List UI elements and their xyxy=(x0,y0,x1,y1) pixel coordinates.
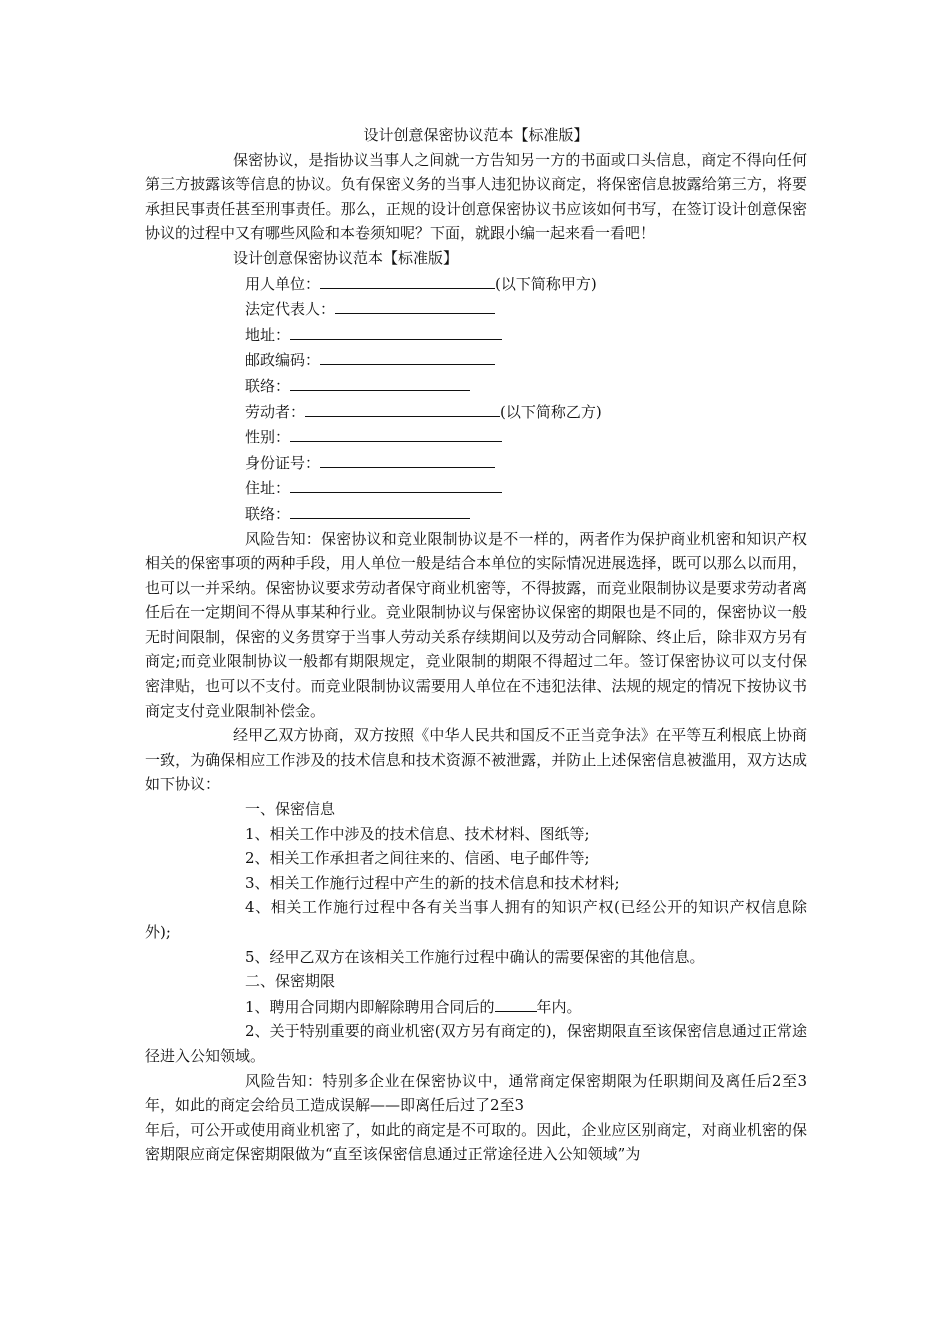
agreement-intro: 经甲乙双方协商，双方按照《中华人民共和国反不正当竞争法》在平等互利根底上协商一致，为确保相应工作涉及的技术信息和技术资源不被泄露，并防止上述保密信息被滥用，双方达成如下协议： xyxy=(145,726,807,794)
id-number-line xyxy=(145,450,807,476)
gender-line xyxy=(145,424,807,450)
gender-label: 性别： xyxy=(245,428,291,447)
contact-b-line xyxy=(145,501,807,527)
section2-item-1 xyxy=(145,994,807,1020)
section1-item: 5、经甲乙双方在该相关工作施行过程中确认的需要保密的其他信息。 xyxy=(245,947,705,966)
legal-rep-label: 法定代表人： xyxy=(245,300,336,319)
gender-blank[interactable] xyxy=(290,424,502,442)
section2-heading: 二、保密期限 xyxy=(245,972,336,991)
document-page xyxy=(145,123,807,1167)
legal-rep-line xyxy=(145,296,807,322)
years-blank[interactable] xyxy=(495,994,537,1012)
postcode-label: 邮政编码： xyxy=(245,351,321,370)
risk-notice-2-line2: 年后，可公开或使用商业机密了，如此的商定是不可取的。因此，企业应区别商定，对商业机密的保密期限应商定保密期限做为“直至该保密信息通过正常途径进入公知领域”为 xyxy=(145,1120,807,1164)
risk-notice-1: 风险告知：保密协议和竞业限制协议是不一样的，两者作为保护商业机密和知识产权相关的保密事项的两种手段，用人单位一般是结合本单位的实际情况进展选择，既可以那么以而用，也可以一并采纳。保密协议要求劳动者保守商业机密等，不得披露，而竞业限制协议是要求劳动者离任后在一定期间不得从事某种行业。竞业限制协议与保密协议保密的期限也是不同的，保密协议一般无时间限制，保密的义务贯穿于当事人劳动关系存续期间以及劳动合同解除、终止后，除非双方另有商定;而竞业限制协议一般都有期限规定，竞业限制的期限不得超过二年。签订保密协议可以支付保密津贴，也可以不支付。而竞业限制协议需要用人单位在不违犯法律、法规的规定的情况下按协议书商定支付竞业限制补偿金。 xyxy=(145,529,807,720)
contact-a-line xyxy=(145,373,807,399)
postcode-line xyxy=(145,347,807,373)
address-label: 地址： xyxy=(245,325,291,344)
worker-suffix: (以下简称乙方) xyxy=(500,402,602,421)
worker-line xyxy=(145,399,807,425)
employer-suffix: (以下简称甲方) xyxy=(495,274,597,293)
intro-paragraph: 保密协议，是指协议当事人之间就一方告知另一方的书面或口头信息，商定不得向任何第三方披露该等信息的协议。负有保密义务的当事人违犯协议商定，将保密信息披露给第三方，将要承担民事责任甚至刑事责任。那么，正规的设计创意保密协议书应该如何书写，在签订设计创意保密协议的过程中又有哪些风险和本卷须知呢？下面，就跟小编一起来看一看吧！ xyxy=(145,150,807,243)
residence-label: 住址： xyxy=(245,479,291,498)
residence-blank[interactable] xyxy=(290,475,502,493)
worker-label: 劳动者： xyxy=(245,402,306,421)
section1-item: 1、相关工作中涉及的技术信息、技术材料、图纸等; xyxy=(245,824,590,843)
section1-item: 3、相关工作施行过程中产生的新的技术信息和技术材料; xyxy=(245,873,620,892)
address-line xyxy=(145,322,807,348)
address-blank[interactable] xyxy=(290,322,502,340)
worker-blank[interactable] xyxy=(305,399,500,417)
id-number-blank[interactable] xyxy=(320,450,495,468)
section2-item-1-before: 1、聘用合同期内即解除聘用合同后的 xyxy=(245,997,495,1016)
postcode-blank[interactable] xyxy=(320,347,495,365)
document-title: 设计创意保密协议范本【标准版】 xyxy=(363,126,589,144)
section1-item: 4、相关工作施行过程中各有关当事人拥有的知识产权(已经公开的知识产权信息除外); xyxy=(145,898,807,941)
section2-item-2: 2、关于特别重要的商业机密(双方另有商定的)，保密期限直至该保密信息通过正常途径进入公知领域。 xyxy=(145,1022,807,1065)
employer-blank[interactable] xyxy=(320,271,495,289)
contact-a-blank[interactable] xyxy=(290,373,470,391)
residence-line xyxy=(145,475,807,501)
employer-line xyxy=(145,271,807,297)
risk-notice-2-line1: 风险告知：特别多企业在保密协议中，通常商定保密期限为任职期间及离任后2至3年，如此的商定会给员工造成误解——即离任后过了2至3 xyxy=(145,1071,807,1115)
section1-item: 2、相关工作承担者之间往来的、信函、电子邮件等; xyxy=(245,849,590,868)
id-number-label: 身份证号： xyxy=(245,453,321,472)
legal-rep-blank[interactable] xyxy=(335,296,495,314)
form-subtitle: 设计创意保密协议范本【标准版】 xyxy=(233,248,459,267)
contact-a-label: 联络： xyxy=(245,376,291,395)
contact-b-label: 联络： xyxy=(245,504,291,523)
employer-label: 用人单位： xyxy=(245,274,321,293)
section1-heading: 一、保密信息 xyxy=(245,800,336,819)
section2-item-1-after: 年内。 xyxy=(536,997,582,1016)
contact-b-blank[interactable] xyxy=(290,501,470,519)
